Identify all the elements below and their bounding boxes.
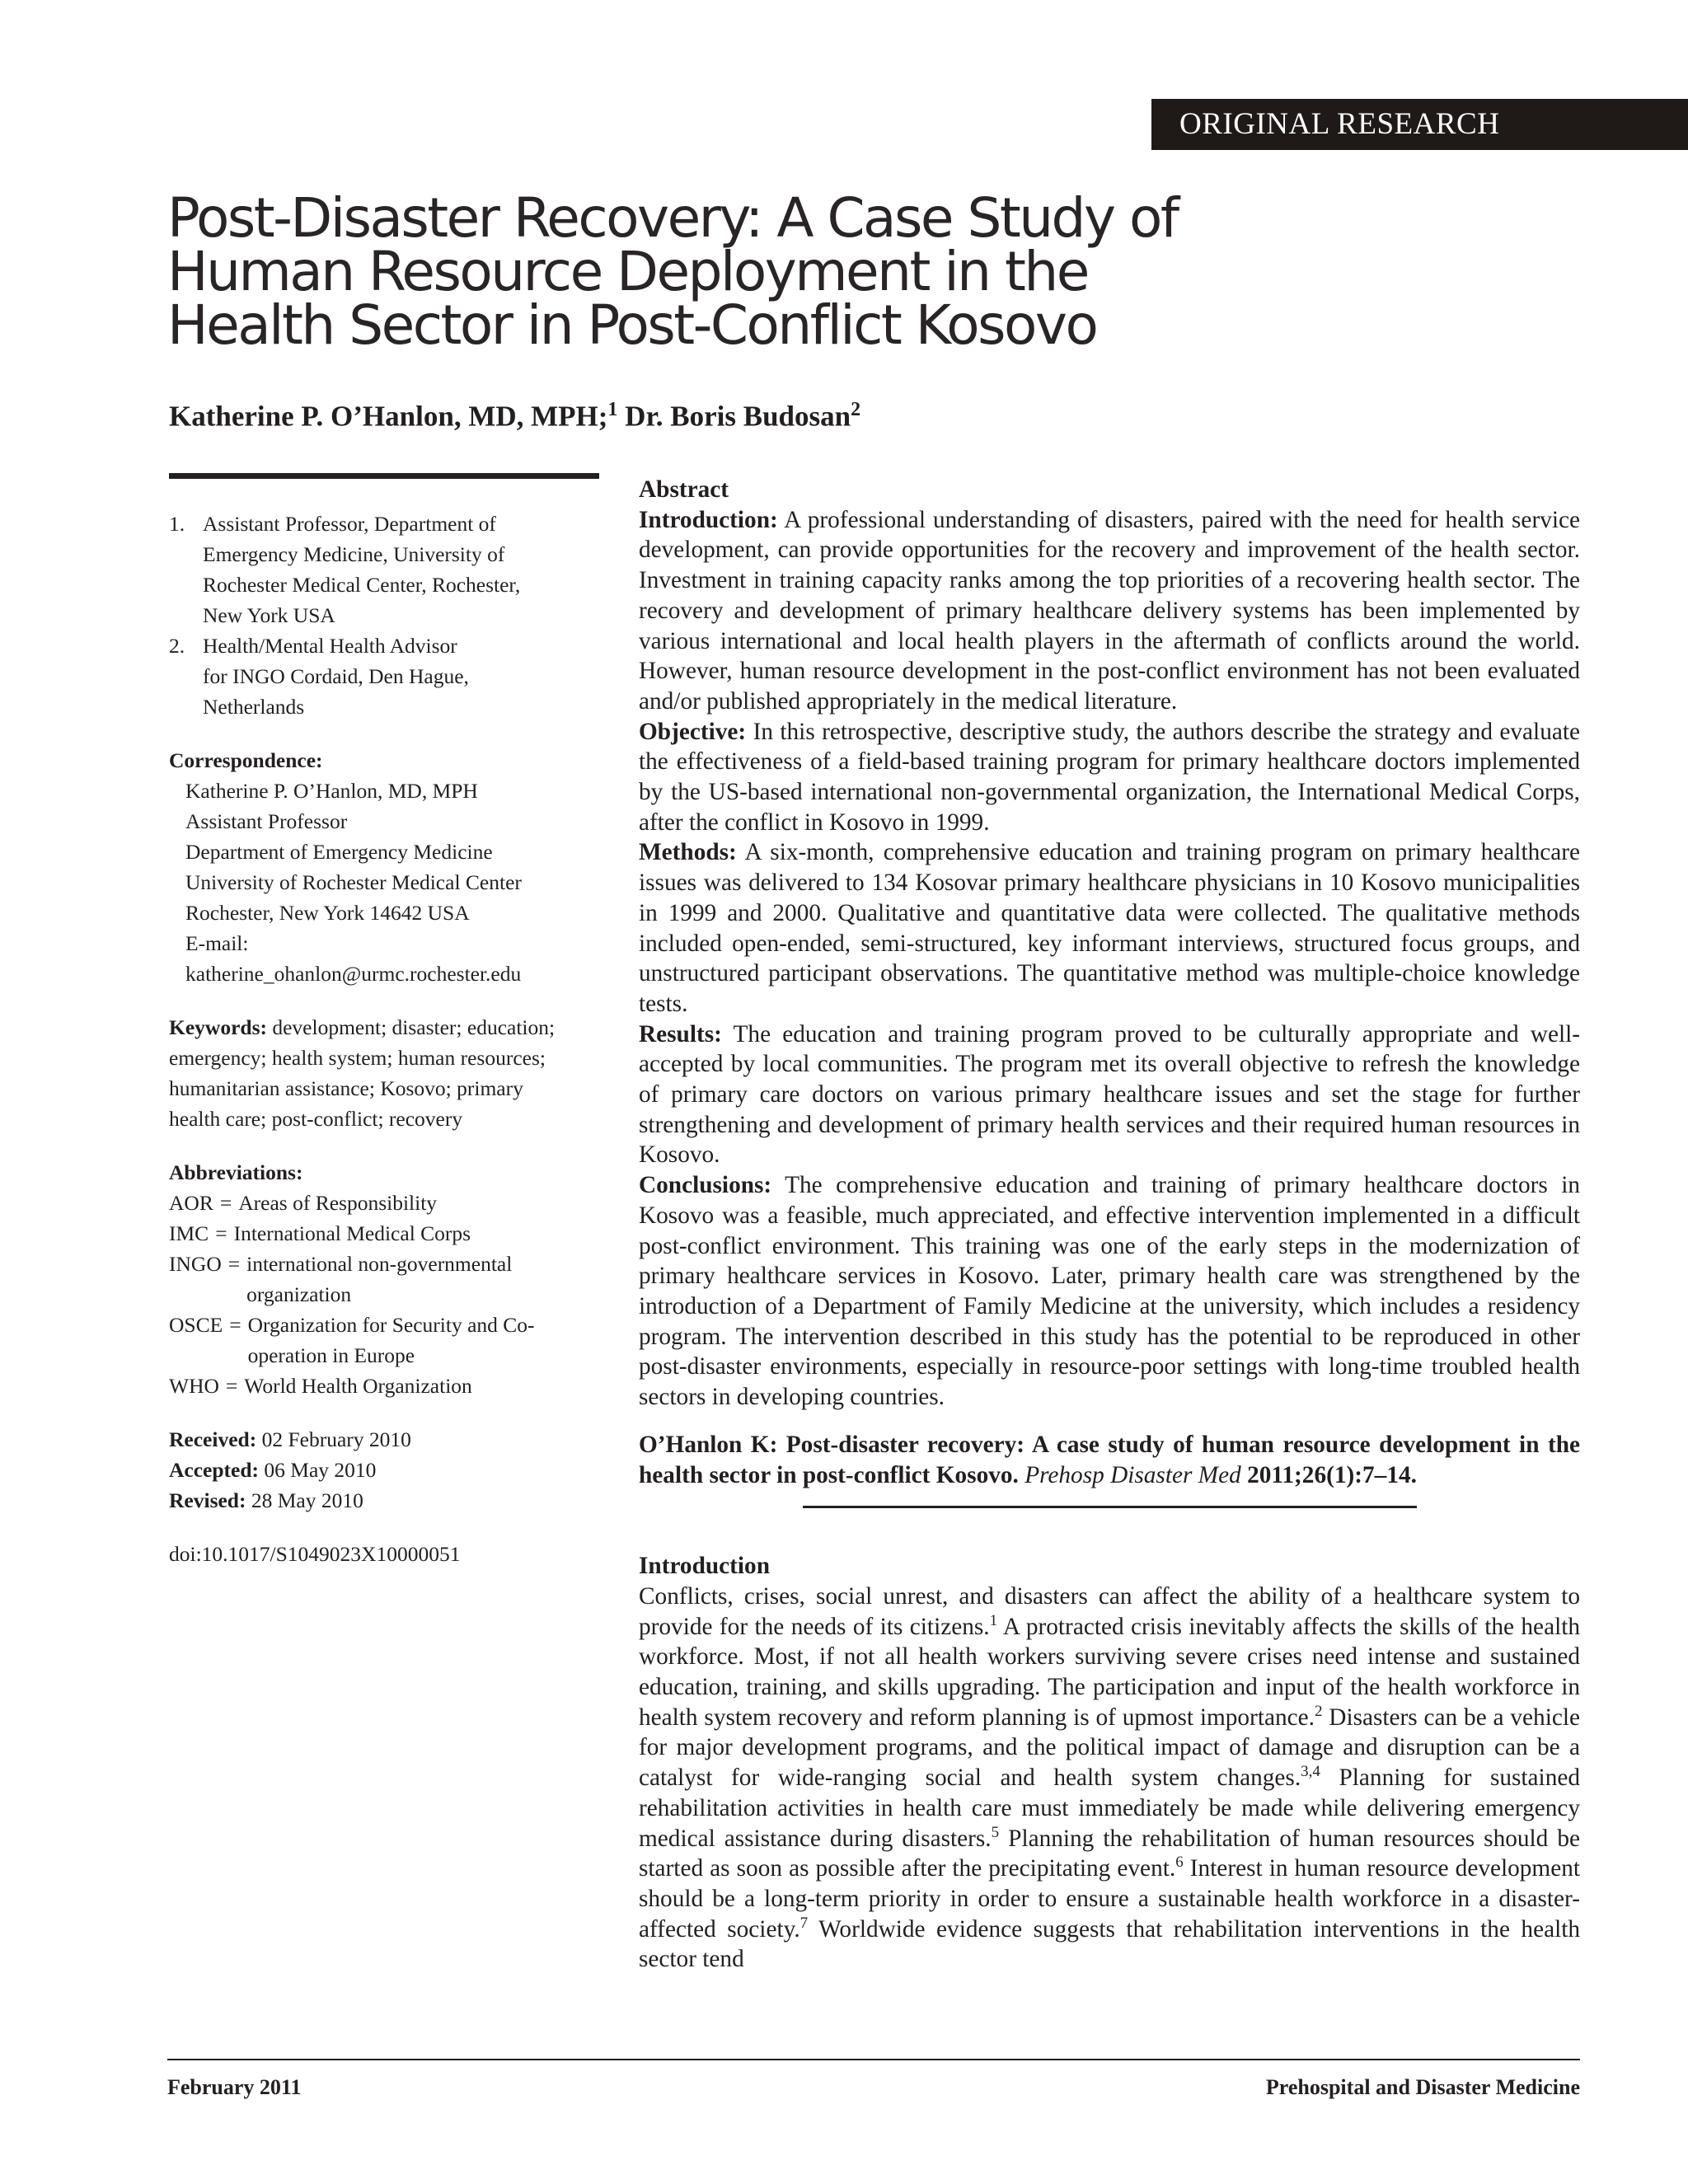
abbreviation-row bbox=[169, 1188, 614, 1218]
body-text: Conflicts, crises, social unrest, and disasters can affect the ability of a healthcare system to provide for the needs of its citizens. bbox=[639, 1582, 1580, 1640]
reference-marker[interactable]: 5 bbox=[991, 1823, 1000, 1841]
abstract-label: Results: bbox=[639, 1020, 722, 1047]
abbreviation-equals: = bbox=[219, 1191, 232, 1215]
keywords-line: emergency; health system; human resources; bbox=[169, 1046, 546, 1070]
citation-rule bbox=[803, 1506, 1417, 1508]
abstract-introduction bbox=[639, 505, 1580, 717]
affiliation-item bbox=[169, 509, 614, 630]
abbreviation-value: Organization for Security and Co-operation in Europe bbox=[247, 1313, 535, 1367]
abstract-conclusions bbox=[639, 1170, 1580, 1413]
affiliation-line: Emergency Medicine, University of bbox=[203, 542, 505, 566]
abbreviation-row bbox=[169, 1310, 614, 1371]
abbreviation-value: international non-governmental organization bbox=[246, 1252, 513, 1306]
body-text: A protracted crisis inevitably affects the skills of the health workforce. Most, if not all health workers surviving severe crises need intense and sustained education, training, and skills upgrading. The participation and input of the health workforce in health system recovery and reform planning is of upmost importance. bbox=[639, 1613, 1580, 1731]
correspondence-line: Assistant Professor bbox=[185, 809, 348, 833]
abbreviation-value: Areas of Responsibility bbox=[238, 1191, 438, 1215]
correspondence bbox=[169, 745, 614, 989]
revised-date: 28 May 2010 bbox=[246, 1488, 363, 1512]
reference-marker[interactable]: 2 bbox=[1314, 1702, 1323, 1720]
abbreviation-row bbox=[169, 1249, 614, 1310]
affiliation-line: Netherlands bbox=[203, 695, 305, 719]
accepted-date: 06 May 2010 bbox=[259, 1458, 377, 1482]
author-name: Katherine P. O’Hanlon, MD, MPH; bbox=[169, 400, 608, 433]
body-text: Disasters can be a vehicle for major development programs, and the political impact of damage and disruption can be a catalyst for wide-ranging social and health system changes. bbox=[639, 1704, 1580, 1792]
reference-marker[interactable]: 7 bbox=[799, 1914, 809, 1932]
article-title bbox=[167, 186, 1568, 357]
abbreviation-key: WHO bbox=[169, 1374, 219, 1398]
abstract-methods bbox=[639, 837, 1580, 1019]
body-text: Interest in human resource development should be a long-term priority in order to ensure a sustainable health workforce in a disaster-affected society. bbox=[639, 1855, 1580, 1943]
correspondence-heading: Correspondence: bbox=[169, 748, 323, 772]
abstract-label: Methods: bbox=[639, 839, 737, 866]
correspondence-line: University of Rochester Medical Center bbox=[185, 870, 522, 894]
correspondence-line: Rochester, New York 14642 USA bbox=[185, 901, 470, 925]
abbreviation-key: INGO bbox=[169, 1252, 222, 1276]
reference-marker[interactable]: 6 bbox=[1175, 1854, 1184, 1872]
abstract-objective bbox=[639, 717, 1580, 838]
abbreviation-equals: = bbox=[215, 1221, 227, 1245]
introduction-body bbox=[639, 1582, 1580, 1975]
keywords-line: humanitarian assistance; Kosovo; primary bbox=[169, 1076, 523, 1100]
correspondence-line: Department of Emergency Medicine bbox=[185, 840, 493, 864]
accepted-label: Accepted: bbox=[169, 1458, 260, 1482]
citation-journal: Prehosp Disaster Med bbox=[1025, 1461, 1241, 1488]
affiliation-number: 1. bbox=[169, 512, 185, 536]
abstract-text: In this retrospective, descriptive study, the authors describe the strategy and evaluate the effectiveness of a field-based training program for primary healthcare doctors implemented by the US-based international non-governmental organization, the International Medical Corps, after the conflict in Kosovo in 1999. bbox=[639, 718, 1580, 836]
correspondence-line: Katherine P. O’Hanlon, MD, MPH bbox=[185, 779, 478, 803]
abstract-label: Objective: bbox=[639, 718, 747, 745]
abbreviations-heading: Abbreviations: bbox=[169, 1160, 303, 1184]
body-text: Worldwide evidence suggests that rehabilitation interventions in the health sector tend bbox=[639, 1915, 1581, 1973]
affiliation-number: 2. bbox=[169, 634, 185, 658]
abbreviation-key: OSCE bbox=[169, 1313, 223, 1337]
reference-marker[interactable]: 1 bbox=[989, 1611, 998, 1629]
body-text: Planning the rehabilitation of human resources should be started as soon as possible after the precipitating event. bbox=[639, 1825, 1580, 1882]
received-label: Received: bbox=[169, 1427, 257, 1451]
abstract-text: A professional understanding of disasters, paired with the need for health service development, can provide opportunities for the recovery and improvement of the health sector. Investment in training capacity ranks among the top priorities of a recovering health sector. The recovery and development of primary healthcare delivery systems has been implemented by various international and local health players in the aftermath of conflicts around the world. However, human resource development in the post-conflict environment has not been evaluated and/or published appropriately in the medical literature. bbox=[639, 506, 1580, 715]
sidebar bbox=[169, 509, 614, 1569]
title-line: Post-Disaster Recovery: A Case Study of bbox=[167, 186, 1178, 250]
keywords bbox=[169, 1012, 614, 1134]
section-tag: ORIGINAL RESEARCH bbox=[1151, 99, 1688, 150]
affiliation-line: Health/Mental Health Advisor bbox=[203, 634, 457, 658]
abstract-text: A six-month, comprehensive education and training program on primary healthcare issues was delivered to 134 Kosovar primary healthcare physicians in 10 Kosovo municipalities in 1999 and 2000. Qualitative and quantitative data were collected. The qualitative methods included open-ended, semi-structured, key informant interviews, structured focus groups, and unstructured participant observations. The quantitative method was multiple-choice knowledge tests. bbox=[639, 839, 1580, 1017]
abstract-heading: Abstract bbox=[639, 476, 729, 503]
abbreviation-equals: = bbox=[227, 1252, 241, 1276]
abbreviation-row bbox=[169, 1218, 614, 1249]
abbreviation-value: International Medical Corps bbox=[233, 1221, 471, 1245]
abstract-text: The education and training program proved to be culturally appropriate and well-accepted by local communities. The program met its overall objective to refresh the knowledge of primary care doctors on various primary healthcare issues and set the stage for further strengthening and development of primary health services and their required human resources in Kosovo. bbox=[639, 1020, 1580, 1169]
author-name: Dr. Boris Budosan bbox=[617, 400, 851, 433]
keywords-heading: Keywords: bbox=[169, 1015, 267, 1039]
abbreviation-value: World Health Organization bbox=[244, 1374, 472, 1398]
abbreviation-key: IMC bbox=[169, 1221, 209, 1245]
correspondence-line: E-mail: bbox=[185, 931, 249, 955]
abstract-results bbox=[639, 1019, 1580, 1171]
author-list bbox=[169, 399, 860, 434]
affiliations bbox=[169, 509, 614, 722]
abbreviation-equals: = bbox=[229, 1313, 241, 1337]
affiliation-line: Assistant Professor, Department of bbox=[203, 512, 496, 536]
abbreviation-equals: = bbox=[225, 1374, 238, 1398]
abstract-label: Introduction: bbox=[639, 506, 778, 533]
main-column bbox=[639, 475, 1580, 1975]
revised-label: Revised: bbox=[169, 1488, 246, 1512]
email-link[interactable]: katherine_ohanlon@urmc.rochester.edu bbox=[185, 962, 522, 986]
reference-marker[interactable]: 3,4 bbox=[1301, 1763, 1320, 1781]
title-line: Human Resource Deployment in the bbox=[167, 240, 1088, 303]
keywords-line: development; disaster; education; bbox=[266, 1015, 556, 1039]
footer-date: February 2011 bbox=[167, 2075, 302, 2099]
body-text: Planning for sustained rehabilitation activities in health care must immediately be made while delivering emergency medical assistance during disasters. bbox=[639, 1765, 1580, 1852]
citation bbox=[639, 1430, 1580, 1490]
citation-ref: 2011;26(1):7–14. bbox=[1240, 1461, 1417, 1488]
title-line: Health Sector in Post-Conflict Kosovo bbox=[167, 293, 1097, 357]
affiliation-line: for INGO Cordaid, Den Hague, bbox=[203, 664, 469, 688]
footer-rule bbox=[167, 2059, 1580, 2060]
sidebar-rule bbox=[169, 473, 599, 479]
article-dates bbox=[169, 1424, 614, 1516]
abstract-label: Conclusions: bbox=[639, 1172, 772, 1199]
affiliation-marker: 1 bbox=[607, 399, 618, 420]
affiliation-item bbox=[169, 630, 614, 722]
abbreviation-row bbox=[169, 1371, 614, 1401]
abstract-text: The comprehensive education and training of primary healthcare doctors in Kosovo was a feasible, much appreciated, and effective intervention implemented in a difficult post-conflict environment. This training was one of the early steps in the modernization of primary healthcare services in Kosovo. Later, primary health care was strengthened by the introduction of a Department of Family Medicine at the university, which includes a residency program. The intervention described in this study has the potential to be reproduced in other post-disaster environments, especially in resource-poor settings with long-time troubled health sectors in developing countries. bbox=[639, 1172, 1580, 1411]
affiliation-line: New York USA bbox=[203, 603, 335, 627]
abbreviation-key: AOR bbox=[169, 1191, 213, 1215]
affiliation-marker: 2 bbox=[851, 399, 861, 420]
footer-journal: Prehospital and Disaster Medicine bbox=[1265, 2075, 1580, 2099]
doi[interactable]: doi:10.1017/S1049023X10000051 bbox=[169, 1542, 461, 1566]
affiliation-line: Rochester Medical Center, Rochester, bbox=[203, 573, 521, 597]
introduction-heading: Introduction bbox=[639, 1553, 771, 1580]
citation-text: O’Hanlon K: Post-disaster recovery: A case study of human resource development in the health sector in post-conflict Kosovo. bbox=[639, 1431, 1580, 1488]
abbreviations bbox=[169, 1157, 614, 1401]
received-date: 02 February 2010 bbox=[256, 1427, 411, 1451]
keywords-line: health care; post-conflict; recovery bbox=[169, 1107, 463, 1131]
